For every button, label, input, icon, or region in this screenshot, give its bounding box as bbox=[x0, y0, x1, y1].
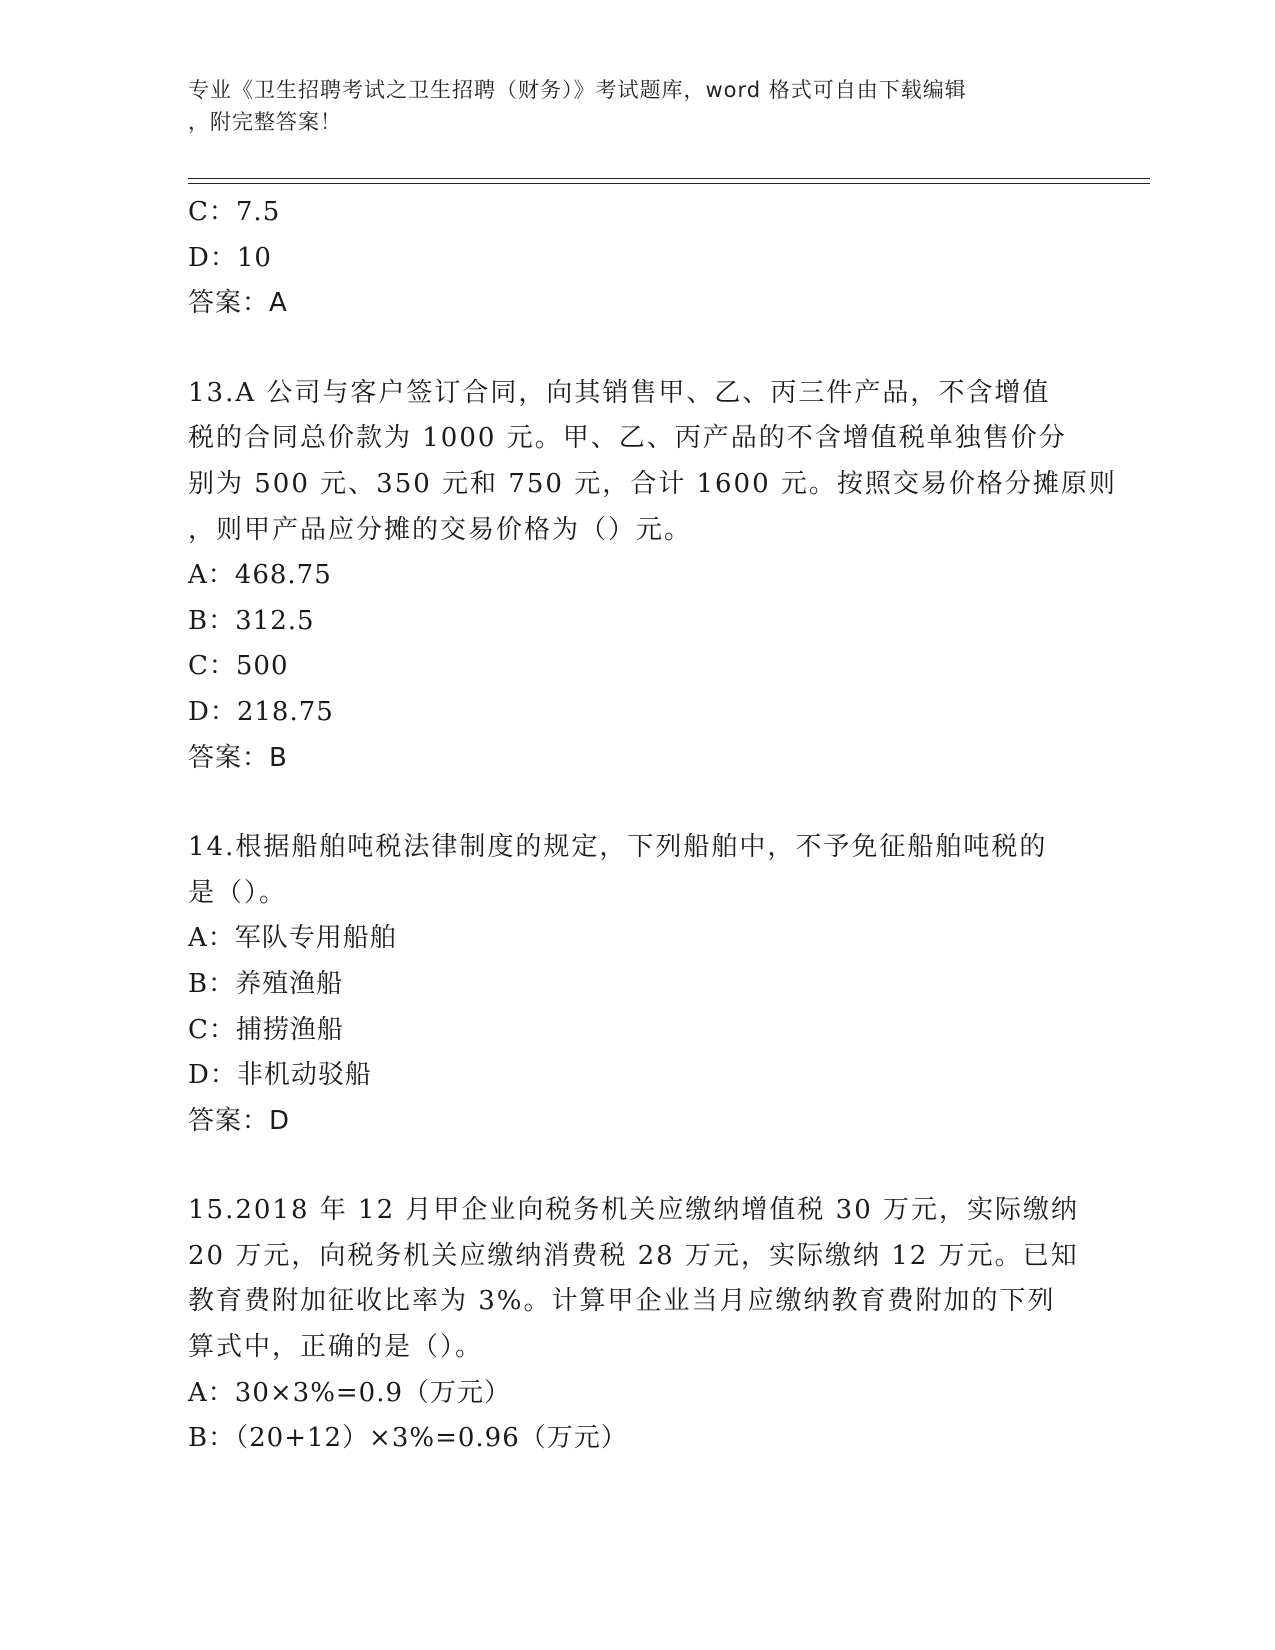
question-text-line: 税的合同总价款为 1000 元。甲、乙、丙产品的不含增值税单独售价分 bbox=[188, 423, 1067, 454]
header-line-2: ，附完整答案！ bbox=[188, 110, 342, 134]
document-body bbox=[188, 190, 1117, 1462]
question-text-line: ，则甲产品应分摊的交易价格为（）元。 bbox=[188, 514, 693, 545]
question-13 bbox=[188, 371, 1117, 781]
option-c: C：500 bbox=[188, 651, 289, 682]
option-a: A：468.75 bbox=[188, 560, 332, 591]
question-text-line: 14.根据船舶吨税法律制度的规定，下列船舶中，不予免征船舶吨税的 bbox=[188, 832, 1048, 863]
header-divider-bottom bbox=[188, 183, 1150, 184]
header-divider-top bbox=[188, 178, 1150, 179]
question-text-line: 是（）。 bbox=[188, 877, 288, 908]
option-b: B：（20+12）×3%=0.96（万元） bbox=[188, 1423, 628, 1454]
answer-line: 答案：B bbox=[188, 742, 288, 773]
option-b: B：养殖渔船 bbox=[188, 968, 344, 999]
question-gap bbox=[188, 327, 1088, 371]
question-text-line: 别为 500 元、350 元和 750 元，合计 1600 元。按照交易价格分摊原则 bbox=[188, 468, 1117, 499]
question-text-line: 13.A 公司与客户签订合同，向其销售甲、乙、丙三件产品，不含增值 bbox=[188, 377, 1051, 408]
option-c: C：7.5 bbox=[188, 197, 281, 227]
question-gap bbox=[188, 1144, 1088, 1188]
option-d: D：非机动驳船 bbox=[188, 1060, 372, 1091]
question-text-line: 算式中，正确的是（）。 bbox=[188, 1332, 484, 1363]
question-12-tail bbox=[188, 190, 1088, 327]
header-line-1: 专业《卫生招聘考试之卫生招聘（财务）》考试题库，word 格式可自由下载编辑 bbox=[188, 78, 967, 102]
option-a: A：军队专用船舶 bbox=[188, 923, 397, 954]
question-gap bbox=[188, 781, 1088, 825]
option-d: D：10 bbox=[188, 242, 272, 273]
option-b: B：312.5 bbox=[188, 605, 315, 636]
option-d: D：218.75 bbox=[188, 696, 334, 727]
question-14 bbox=[188, 825, 1088, 1144]
question-text-line: 20 万元，向税务机关应缴纳消费税 28 万元，实际缴纳 12 万元。已知 bbox=[188, 1240, 1079, 1271]
option-c: C：捕捞渔船 bbox=[188, 1014, 344, 1045]
answer-line: 答案：A bbox=[188, 288, 288, 319]
question-text-line: 15.2018 年 12 月甲企业向税务机关应缴纳增值税 30 万元，实际缴纳 bbox=[188, 1195, 1080, 1226]
answer-line: 答案：D bbox=[188, 1105, 291, 1136]
question-text-line: 教育费附加征收比率为 3%。计算甲企业当月应缴纳教育费附加的下列 bbox=[188, 1286, 1056, 1317]
question-15 bbox=[188, 1188, 1088, 1462]
option-a: A：30×3%=0.9（万元） bbox=[188, 1377, 512, 1408]
document-header bbox=[188, 74, 1088, 138]
